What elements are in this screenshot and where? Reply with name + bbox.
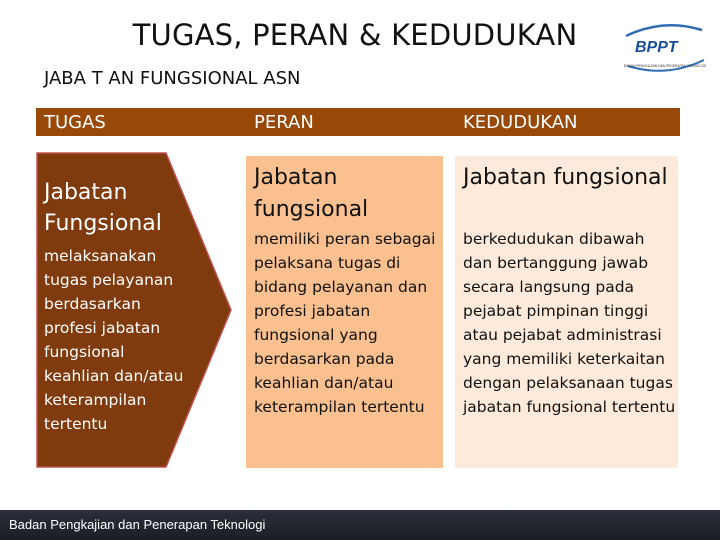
footer-text: Badan Pengkajian dan Penerapan Teknologi [9, 517, 266, 532]
kedudukan-heading: Jabatan fungsional [463, 165, 668, 190]
tugas-description: melaksanakan tugas pelayanan berdasarkan profesi jabatan fungsional keahlian dan/atau keterampilan tertentu [44, 247, 184, 433]
slide-title: TUGAS, PERAN & KEDUDUKAN [132, 18, 578, 52]
header-peran: PERAN [254, 112, 314, 133]
peran-description: memiliki peran sebagai pelaksana tugas di bidang pelayanan dan profesi jabatan fungsional yang berdasarkan pada keahlian dan/atau keterampilan tertentu [254, 230, 436, 416]
logo-caption: BADAN PENGKAJIAN DAN PENERAPAN TEKNOLOGI [624, 64, 707, 68]
header-tugas: TUGAS [44, 112, 106, 133]
tugas-heading: Jabatan Fungsional [44, 180, 162, 236]
bppt-logo [618, 16, 710, 78]
header-bar [36, 108, 680, 136]
slide-subtitle: JABA T AN FUNGSIONAL ASN [44, 68, 301, 89]
header-kedudukan: KEDUDUKAN [463, 112, 578, 133]
peran-heading: Jabatan fungsional [254, 165, 369, 222]
kedudukan-description: berkedudukan dibawah dan bertanggung jawab secara langsung pada pejabat pimpinan tinggi atau pejabat administrasi yang memiliki keterkaitan dengan pelaksanaan tugas jabatan fungsional tertentu [463, 230, 676, 416]
logo-text: BPPT [635, 39, 678, 56]
